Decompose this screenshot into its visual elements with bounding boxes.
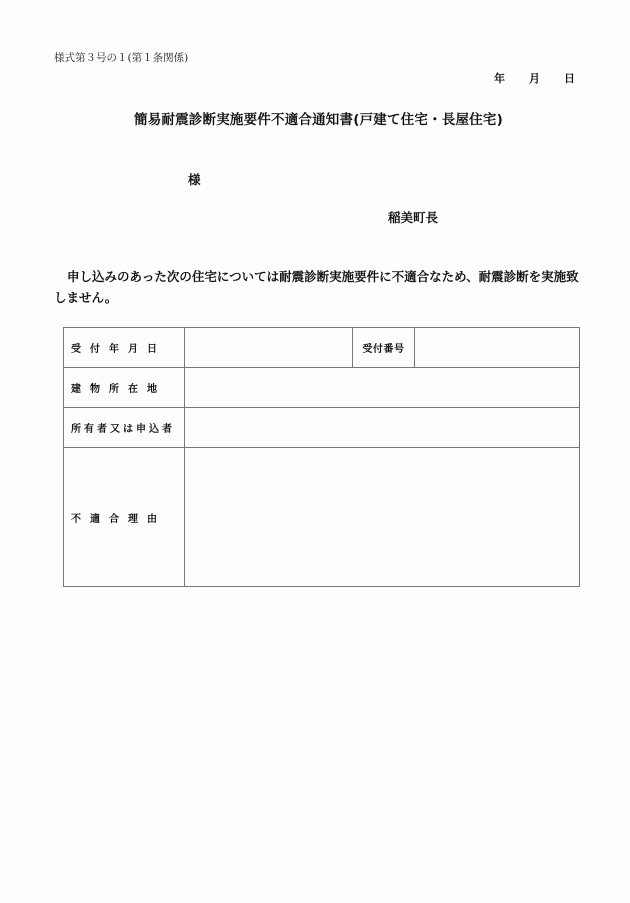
receipt-date-field[interactable]	[185, 328, 353, 368]
table-row-receipt	[64, 328, 580, 368]
notice-body: 申し込みのあった次の住宅については耐震診断実施要件に不適合なため、耐震診断を実施致しません。	[54, 269, 579, 305]
form-number: 様式第３号の１(第１条関係)	[54, 52, 189, 64]
table-row-reason	[64, 448, 580, 587]
addressee-suffix: 様	[188, 172, 201, 187]
date-year-label: 年	[494, 72, 505, 85]
building-location-label: 建物所在地	[64, 368, 185, 408]
receipt-number-field[interactable]	[415, 328, 580, 368]
document-title: 簡易耐震診断実施要件不適合通知書(戸建て住宅・長屋住宅)	[134, 112, 503, 128]
owner-applicant-field[interactable]	[185, 408, 580, 448]
date-day-label: 日	[564, 72, 575, 85]
nonconformity-reason-field[interactable]	[185, 448, 580, 587]
receipt-date-label: 受付年月日	[64, 328, 185, 368]
issuer-name: 稲美町長	[388, 210, 439, 225]
table-row-owner	[64, 408, 580, 448]
form-table	[63, 327, 580, 587]
table-row-building-location	[64, 368, 580, 408]
nonconformity-reason-label: 不適合理由	[64, 448, 185, 587]
building-location-field[interactable]	[185, 368, 580, 408]
date-month-label: 月	[529, 72, 540, 85]
receipt-number-label: 受付番号	[353, 328, 415, 368]
owner-applicant-label: 所有者又は申込者	[64, 408, 185, 448]
